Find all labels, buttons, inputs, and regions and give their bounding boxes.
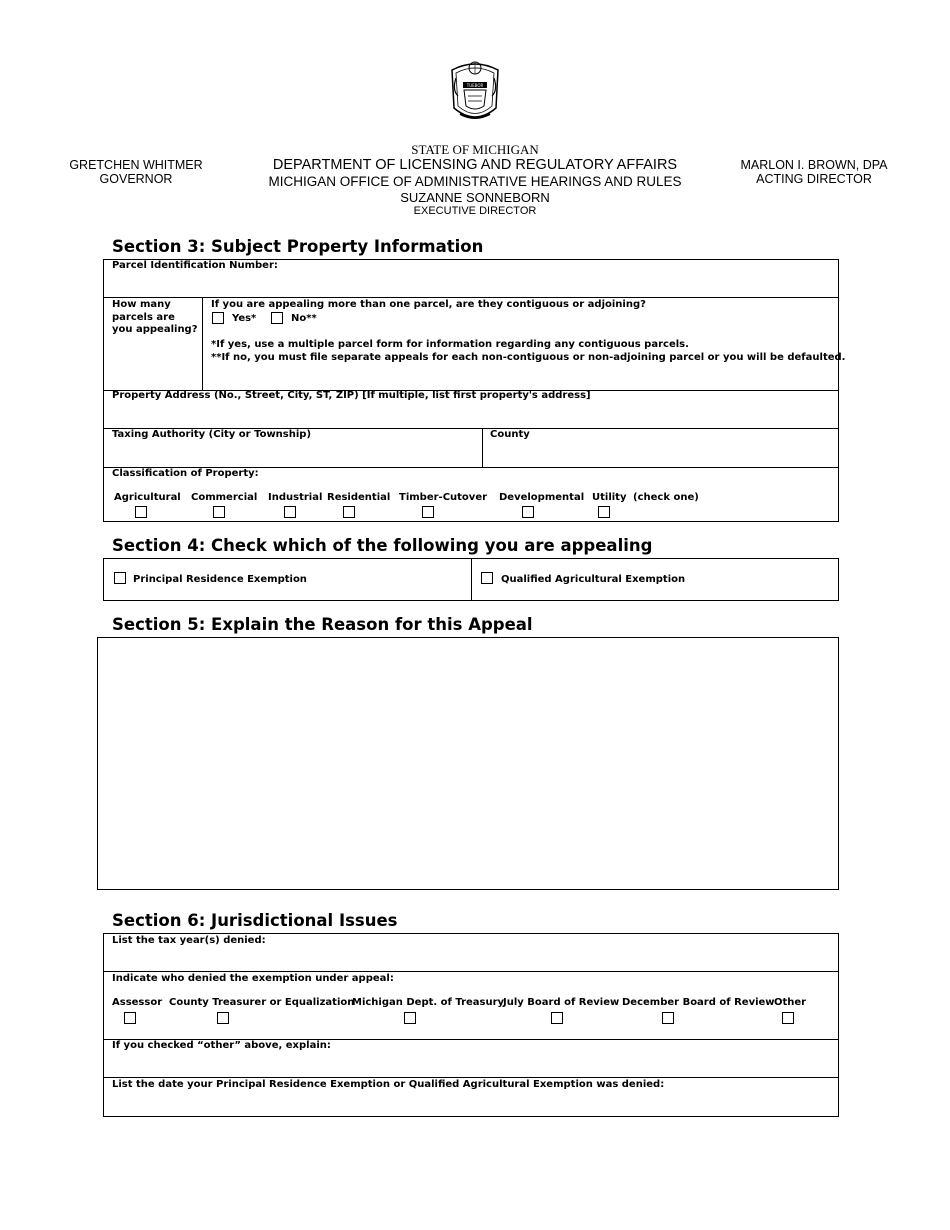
note-no: **If no, you must file separate appeals for each non-contiguous or non-adjoining parcel or you will be defaulted.: [211, 352, 846, 363]
appeal-reason-textarea[interactable]: [97, 637, 839, 890]
other-explain-field[interactable]: [104, 1053, 838, 1076]
divider: [482, 428, 483, 467]
qualified-agricultural-checkbox[interactable]: [481, 572, 493, 584]
divider: [103, 1077, 839, 1078]
class-agricultural-label: Agricultural: [114, 492, 181, 503]
other-explain-label: If you checked “other” above, explain:: [112, 1040, 331, 1051]
class-agricultural-checkbox[interactable]: [135, 506, 147, 518]
denier-december-board-label: December Board of Review: [622, 997, 775, 1008]
principal-residence-checkbox[interactable]: [114, 572, 126, 584]
denier-july-board-checkbox[interactable]: [551, 1012, 563, 1024]
class-developmental-label: Developmental: [499, 492, 585, 503]
class-timber-cutover-label: Timber-Cutover: [399, 492, 488, 503]
denier-other-label: Other: [774, 997, 807, 1008]
divider: [202, 297, 203, 390]
contiguous-question: If you are appealing more than one parcel, are they contiguous or adjoining?: [211, 299, 646, 310]
denier-county-label: County Treasurer or Equalization: [169, 997, 355, 1008]
county-label: County: [490, 429, 530, 440]
section3-title: Section 3: Subject Property Information: [112, 237, 484, 256]
department-name: DEPARTMENT OF LICENSING AND REGULATORY AFFAIRS: [272, 157, 678, 173]
denier-treasury-label: Michigan Dept. of Treasury: [352, 997, 505, 1008]
governor-title: GOVERNOR: [99, 172, 173, 186]
tax-years-field[interactable]: [104, 947, 838, 970]
no-checkbox[interactable]: [271, 312, 283, 324]
classification-label: Classification of Property:: [112, 468, 259, 479]
qualified-agricultural-label: Qualified Agricultural Exemption: [501, 574, 686, 585]
class-timber-cutover-checkbox[interactable]: [422, 506, 434, 518]
state-seal-logo: [446, 56, 504, 126]
taxing-authority-field[interactable]: [104, 442, 481, 466]
class-residential-label: Residential: [327, 492, 391, 503]
section6-title: Section 6: Jurisdictional Issues: [112, 911, 398, 930]
class-utility-label: Utility: [592, 492, 627, 503]
class-industrial-label: Industrial: [268, 492, 323, 503]
who-denied-label: Indicate who denied the exemption under appeal:: [112, 973, 394, 984]
denier-july-board-label: July Board of Review: [503, 997, 620, 1008]
denier-assessor-checkbox[interactable]: [124, 1012, 136, 1024]
director-name: MARLON I. BROWN, DPA: [740, 158, 888, 172]
class-commercial-checkbox[interactable]: [213, 506, 225, 518]
class-commercial-label: Commercial: [191, 492, 258, 503]
denier-treasury-checkbox[interactable]: [404, 1012, 416, 1024]
property-address-field[interactable]: [104, 403, 838, 427]
divider: [471, 558, 472, 601]
office-name: MICHIGAN OFFICE OF ADMINISTRATIVE HEARINGS AND RULES: [268, 174, 682, 189]
svg-text:TUEBOR: TUEBOR: [466, 83, 484, 88]
denier-december-board-checkbox[interactable]: [662, 1012, 674, 1024]
check-one-note: (check one): [633, 492, 699, 503]
class-developmental-checkbox[interactable]: [522, 506, 534, 518]
note-yes: *If yes, use a multiple parcel form for information regarding any contiguous parcels.: [211, 339, 689, 350]
property-address-label: Property Address (No., Street, City, ST, ZIP) [If multiple, list first property's address]: [112, 390, 591, 401]
class-industrial-checkbox[interactable]: [284, 506, 296, 518]
yes-label: Yes*: [232, 313, 257, 324]
director-title: ACTING DIRECTOR: [756, 172, 872, 186]
divider: [103, 297, 839, 298]
denier-assessor-label: Assessor: [112, 997, 163, 1008]
yes-checkbox[interactable]: [212, 312, 224, 324]
denial-date-field[interactable]: [104, 1092, 838, 1116]
divider: [103, 971, 839, 972]
section4-title: Section 4: Check which of the following you are appealing: [112, 536, 653, 555]
denier-other-checkbox[interactable]: [782, 1012, 794, 1024]
principal-residence-label: Principal Residence Exemption: [133, 574, 307, 585]
executive-title: EXECUTIVE DIRECTOR: [413, 205, 537, 217]
no-label: No**: [291, 313, 317, 324]
executive-name: SUZANNE SONNEBORN: [400, 190, 550, 205]
county-field[interactable]: [484, 442, 838, 466]
denier-county-checkbox[interactable]: [217, 1012, 229, 1024]
governor-name: GRETCHEN WHITMER: [69, 158, 203, 172]
parcel-id-field[interactable]: [104, 272, 838, 296]
taxing-authority-label: Taxing Authority (City or Township): [112, 429, 312, 440]
tax-years-label: List the tax year(s) denied:: [112, 935, 266, 946]
how-many-parcels-label: How many parcels are you appealing?: [112, 299, 198, 335]
state-name: STATE OF MICHIGAN: [411, 142, 539, 157]
class-residential-checkbox[interactable]: [343, 506, 355, 518]
denial-date-label: List the date your Principal Residence Exemption or Qualified Agricultural Exemption was denied:: [112, 1079, 665, 1090]
parcel-id-label: Parcel Identification Number:: [112, 260, 278, 271]
section5-title: Section 5: Explain the Reason for this Appeal: [112, 615, 533, 634]
class-utility-checkbox[interactable]: [598, 506, 610, 518]
